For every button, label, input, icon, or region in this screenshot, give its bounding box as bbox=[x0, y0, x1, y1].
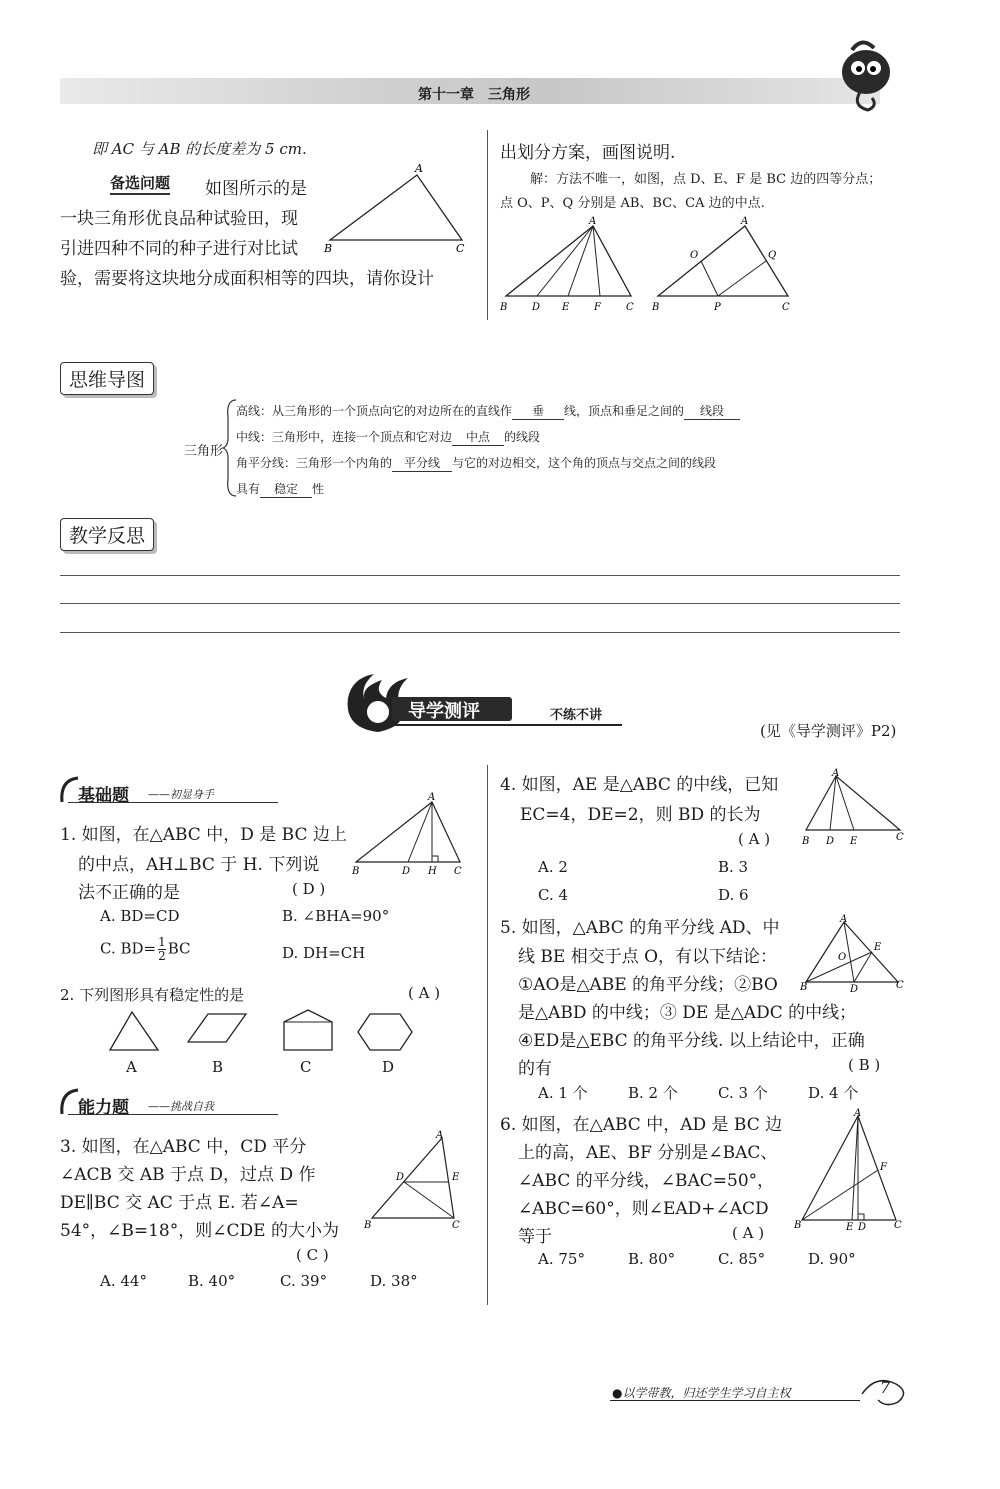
svg-text:E: E bbox=[850, 836, 858, 847]
banner-reference: (见《导学测评》P2) bbox=[760, 722, 897, 740]
backup-line3: 引进四种不同的种子进行对比试 bbox=[60, 239, 298, 259]
q1-answer: ( D ) bbox=[292, 880, 326, 898]
altitude-text-1: 高线：从三角形的一个顶点向它的对边所在的直线作 bbox=[236, 404, 513, 418]
q2-parallelogram-shape bbox=[188, 1014, 246, 1042]
svg-text:B: B bbox=[364, 1220, 372, 1230]
q5-line3: ①AO是△ABE 的角平分线；②BO bbox=[518, 975, 778, 995]
q1-fraction-denominator: 2 bbox=[158, 949, 166, 963]
backup-line4: 验，需要将这块地分成面积相等的四块，请你设计 bbox=[60, 269, 434, 289]
mindmap-altitude bbox=[236, 402, 740, 420]
q1-fraction-numerator: 1 bbox=[158, 935, 166, 949]
q3-option-b: B. 40° bbox=[188, 1272, 236, 1290]
svg-text:A: A bbox=[436, 1130, 444, 1141]
page-number: 7 bbox=[880, 1378, 891, 1397]
median-text-1: 中线：三角形中，连接一个顶点和它对边 bbox=[236, 430, 453, 444]
q5-option-b: B. 2 个 bbox=[628, 1084, 678, 1102]
svg-text:D: D bbox=[402, 866, 411, 877]
q3-figure bbox=[362, 1130, 472, 1230]
q1-option-d: D. DH=CH bbox=[282, 944, 366, 962]
mindmap-label: 思维导图 bbox=[60, 362, 154, 395]
backup-line2: 一块三角形优良品种试验田，现 bbox=[60, 209, 298, 229]
q2-label-b: B bbox=[212, 1058, 224, 1076]
column-divider-top bbox=[487, 130, 488, 320]
mindmap-stability bbox=[236, 480, 324, 498]
q5-option-a: A. 1 个 bbox=[538, 1084, 588, 1102]
svg-text:B: B bbox=[794, 1220, 802, 1231]
svg-text:E: E bbox=[846, 1222, 854, 1233]
stability-text-1: 具有 bbox=[236, 482, 261, 496]
q1-fraction bbox=[158, 936, 166, 963]
svg-text:C: C bbox=[452, 1220, 460, 1230]
svg-text:D: D bbox=[826, 836, 835, 847]
stability-blank: 稳定 bbox=[260, 480, 312, 498]
svg-text:O: O bbox=[690, 250, 699, 261]
svg-text:B: B bbox=[500, 302, 508, 313]
q1-option-b: B. ∠BHA=90° bbox=[282, 907, 390, 925]
backup-line1: 如图所示的是 bbox=[205, 179, 307, 199]
q1-option-c-prefix: C. BD= bbox=[100, 939, 157, 958]
svg-text:C: C bbox=[782, 302, 790, 313]
altitude-text-2: 线，顶点和垂足之间的 bbox=[564, 404, 685, 418]
right-line2: 解：方法不唯一，如图，点 D、E、F 是 BC 边的四等分点； bbox=[530, 172, 882, 187]
bisector-text-1: 角平分线：三角形一个内角的 bbox=[236, 456, 393, 470]
q5-line5: ④ED是△EBC 的角平分线. 以上结论中，正确 bbox=[518, 1031, 865, 1051]
svg-text:P: P bbox=[714, 302, 721, 313]
svg-text:B: B bbox=[352, 866, 360, 877]
backup-triangle-figure bbox=[322, 160, 472, 260]
svg-text:F: F bbox=[880, 1162, 887, 1173]
svg-text:D: D bbox=[850, 984, 859, 992]
column-divider-bottom bbox=[487, 765, 488, 1305]
q4-option-c: C. 4 bbox=[538, 886, 569, 904]
q6-line2: 上的高，AE、BF 分别是∠BAC、 bbox=[518, 1143, 778, 1163]
svg-text:E: E bbox=[562, 302, 570, 313]
q4-line1: 4. 如图，AE 是△ABC 的中线，已知 bbox=[500, 775, 779, 795]
q3-line1: 3. 如图，在△ABC 中，CD 平分 bbox=[60, 1137, 307, 1157]
q3-option-d: D. 38° bbox=[370, 1272, 418, 1290]
q4-option-a: A. 2 bbox=[538, 858, 568, 876]
svg-text:A: A bbox=[415, 162, 423, 175]
q5-figure bbox=[798, 912, 910, 992]
ability-tag-sub: ——挑战自我 bbox=[148, 1100, 214, 1113]
q6-line3: ∠ABC 的平分线，∠BAC=50°， bbox=[518, 1171, 775, 1191]
svg-text:A: A bbox=[832, 768, 840, 779]
banner-underline bbox=[392, 724, 622, 726]
quarter-division-figure bbox=[496, 216, 641, 316]
q6-figure bbox=[792, 1108, 910, 1236]
q2-label-a: A bbox=[126, 1058, 137, 1076]
q5-line6: 的有 bbox=[518, 1059, 552, 1079]
basic-tag-sub: ——初显身手 bbox=[148, 788, 214, 801]
basic-tag-underline bbox=[68, 802, 278, 803]
svg-text:O: O bbox=[838, 952, 847, 963]
q1-option-c-suffix: BC bbox=[167, 939, 191, 958]
q1-line2: 的中点，AH⊥BC 于 H. 下列说 bbox=[78, 855, 320, 875]
prev-answer: 即 AC 与 AB 的长度差为 5 cm. bbox=[92, 140, 307, 158]
q6-answer: ( A ) bbox=[732, 1224, 765, 1242]
altitude-blank-1: 垂 bbox=[512, 402, 564, 420]
mindmap-median bbox=[236, 428, 540, 446]
svg-text:E: E bbox=[874, 942, 882, 953]
q6-line1: 6. 如图，在△ABC 中，AD 是 BC 边 bbox=[500, 1115, 783, 1135]
median-text-2: 的线段 bbox=[504, 430, 541, 444]
mindmap-root: 三角形 bbox=[184, 444, 224, 459]
svg-text:B: B bbox=[802, 836, 810, 847]
svg-text:A: A bbox=[741, 216, 749, 227]
q6-line5: 等于 bbox=[518, 1227, 552, 1247]
svg-text:F: F bbox=[594, 302, 601, 313]
q6-option-d: D. 90° bbox=[808, 1250, 856, 1268]
q3-answer: ( C ) bbox=[296, 1246, 329, 1264]
svg-text:A: A bbox=[854, 1108, 862, 1119]
mindmap-bisector bbox=[236, 454, 716, 472]
q2-text: 2. 下列图形具有稳定性的是 bbox=[60, 986, 245, 1004]
chapter-title: 第十一章 三角形 bbox=[418, 87, 530, 103]
svg-text:D: D bbox=[396, 1172, 405, 1183]
reflection-line-3 bbox=[60, 632, 900, 633]
ability-tag: 能力题 bbox=[78, 1098, 129, 1118]
q4-answer: ( A ) bbox=[738, 830, 771, 848]
svg-text:B: B bbox=[652, 302, 660, 313]
q1-option-a: A. BD=CD bbox=[100, 907, 180, 925]
q2-label-c: C bbox=[300, 1058, 312, 1076]
q3-line3: DE∥BC 交 AC 于点 E. 若∠A= bbox=[60, 1193, 299, 1213]
q6-option-b: B. 80° bbox=[628, 1250, 676, 1268]
q2-pentagon-shape bbox=[284, 1010, 332, 1050]
q3-option-a: A. 44° bbox=[100, 1272, 147, 1290]
q5-line4: 是△ABD 的中线；③ DE 是△ADC 的中线； bbox=[518, 1003, 857, 1023]
q2-shapes-figure bbox=[100, 1008, 430, 1058]
q6-option-a: A. 75° bbox=[538, 1250, 585, 1268]
q3-line4: 54°，∠B=18°，则∠CDE 的大小为 bbox=[60, 1221, 339, 1241]
median-blank: 中点 bbox=[452, 428, 504, 446]
right-line3: 点 O、P、Q 分别是 AB、BC、CA 边的中点. bbox=[500, 196, 765, 211]
banner-subtitle: 不练不讲 bbox=[550, 708, 603, 723]
q3-line2: ∠ACB 交 AB 于点 D，过点 D 作 bbox=[60, 1165, 316, 1185]
basic-tag: 基础题 bbox=[78, 786, 129, 806]
q1-option-c bbox=[100, 936, 191, 963]
q2-hexagon-shape bbox=[358, 1014, 412, 1050]
midpoint-division-figure bbox=[648, 216, 798, 316]
q1-line3: 法不正确的是 bbox=[78, 883, 180, 903]
q6-line4: ∠ABC=60°，则∠EAD+∠ACD bbox=[518, 1199, 769, 1219]
q4-option-d: D. 6 bbox=[718, 886, 749, 904]
svg-text:Q: Q bbox=[768, 250, 777, 261]
reflection-line-2 bbox=[60, 603, 900, 604]
banner-title: 导学测评 bbox=[408, 701, 480, 722]
bisector-blank: 平分线 bbox=[392, 454, 452, 472]
altitude-blank-2: 线段 bbox=[684, 402, 740, 420]
svg-text:C: C bbox=[894, 1220, 902, 1231]
reflection-line-1 bbox=[60, 575, 900, 576]
svg-text:B: B bbox=[324, 242, 333, 255]
q3-option-c: C. 39° bbox=[280, 1272, 328, 1290]
q5-line1: 5. 如图，△ABC 的角平分线 AD、中 bbox=[500, 918, 780, 938]
q5-line2: 线 BE 相交于点 O，有以下结论： bbox=[518, 947, 778, 967]
q5-option-d: D. 4 个 bbox=[808, 1084, 859, 1102]
svg-text:C: C bbox=[454, 866, 462, 877]
svg-text:C: C bbox=[896, 832, 904, 843]
ability-tag-underline bbox=[68, 1114, 278, 1115]
q5-answer: ( B ) bbox=[848, 1056, 881, 1074]
q2-label-d: D bbox=[382, 1058, 395, 1076]
bisector-text-2: 与它的对边相交，这个角的顶点与交点之间的线段 bbox=[452, 456, 717, 470]
q4-option-b: B. 3 bbox=[718, 858, 749, 876]
svg-text:A: A bbox=[589, 216, 597, 227]
q1-line1: 1. 如图，在△ABC 中，D 是 BC 边上 bbox=[60, 825, 347, 845]
q5-option-c: C. 3 个 bbox=[718, 1084, 768, 1102]
q6-option-c: C. 85° bbox=[718, 1250, 766, 1268]
q1-figure bbox=[350, 790, 470, 880]
svg-text:C: C bbox=[626, 302, 634, 313]
q4-figure bbox=[800, 768, 910, 850]
svg-text:A: A bbox=[840, 914, 848, 925]
svg-text:H: H bbox=[428, 866, 437, 877]
q2-triangle-shape bbox=[110, 1012, 158, 1050]
q4-line2: EC=4，DE=2，则 BD 的长为 bbox=[520, 805, 761, 825]
svg-text:C: C bbox=[896, 980, 904, 991]
right-line1: 出划分方案，画图说明. bbox=[500, 143, 676, 163]
svg-text:C: C bbox=[456, 242, 465, 255]
reflection-label: 教学反思 bbox=[60, 518, 154, 551]
backup-question-tag: 备选问题 bbox=[110, 172, 170, 195]
svg-text:E: E bbox=[452, 1172, 460, 1183]
q2-answer: ( A ) bbox=[408, 984, 441, 1002]
svg-text:B: B bbox=[800, 982, 808, 992]
footer-slogan: ●以学带教，归还学生学习自主权 bbox=[612, 1386, 791, 1400]
mascot-icon bbox=[832, 36, 902, 116]
svg-text:D: D bbox=[532, 302, 541, 313]
svg-text:D: D bbox=[858, 1222, 867, 1233]
stability-text-2: 性 bbox=[312, 482, 325, 496]
svg-text:A: A bbox=[428, 792, 436, 803]
